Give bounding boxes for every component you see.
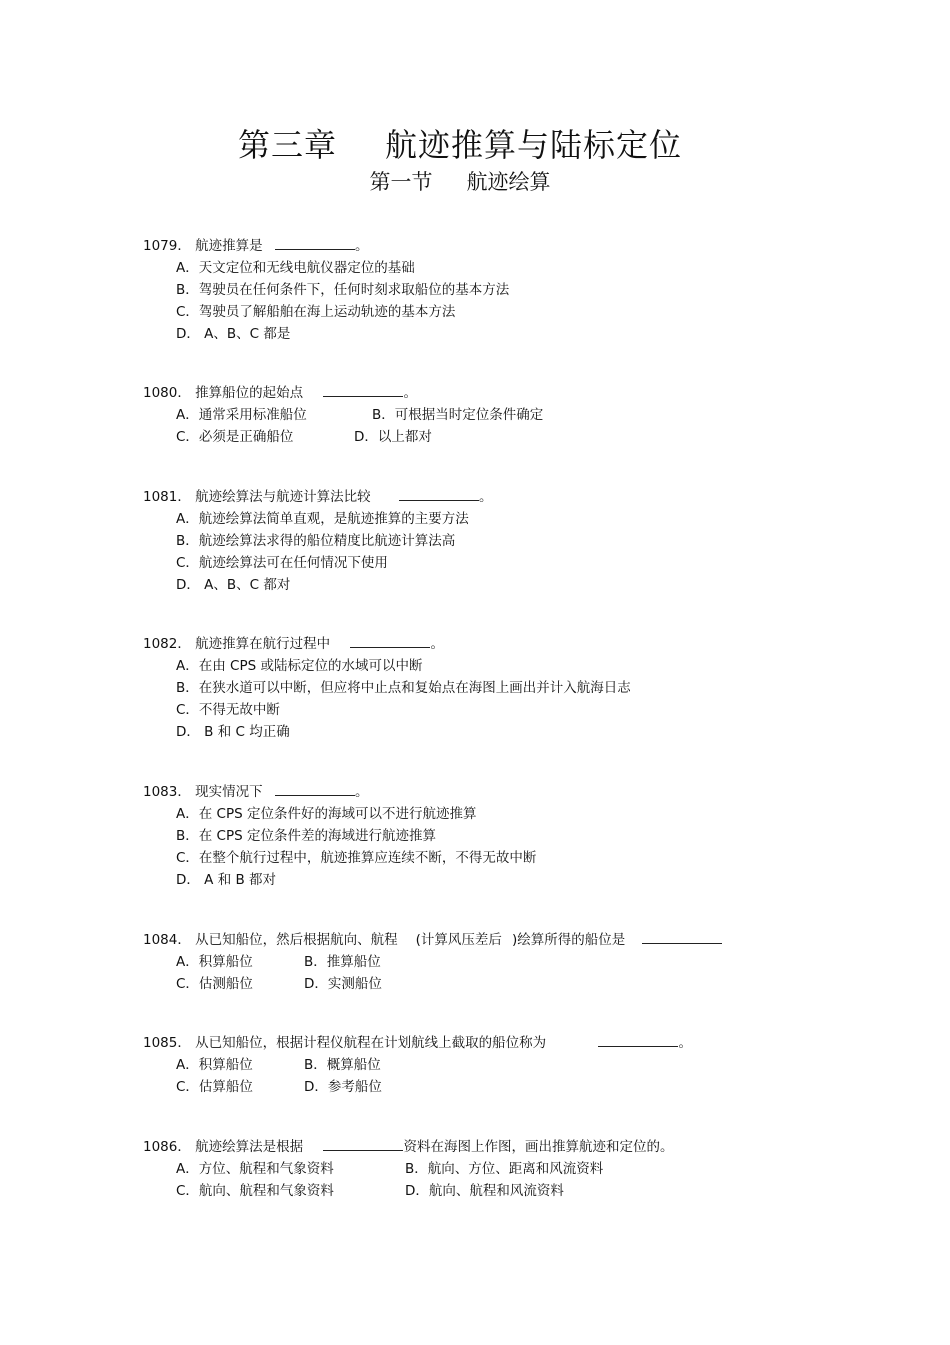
question-number: 1081． bbox=[143, 489, 191, 505]
question-text-part2: (计算风压差后 bbox=[415, 932, 502, 948]
option-a: A．航迹绘算法简单直观，是航迹推算的主要方法 bbox=[176, 511, 469, 527]
chapter-heading bbox=[0, 120, 920, 166]
answer-blank bbox=[642, 930, 722, 944]
question-number: 1084． bbox=[143, 932, 191, 948]
chapter-title: 航迹推算与陆标定位 bbox=[385, 126, 683, 164]
option-a: A．积算船位 bbox=[176, 954, 253, 970]
option-c: C．在整个航行过程中，航迹推算应连续不断，不得无故中断 bbox=[176, 850, 537, 866]
option-b: B．航向、方位、距离和风流资料 bbox=[405, 1161, 604, 1177]
option-c: C．驾驶员了解船舶在海上运动轨迹的基本方法 bbox=[176, 304, 456, 320]
question-suffix: 。 bbox=[478, 489, 493, 505]
question-stem bbox=[143, 486, 492, 508]
option-row bbox=[143, 973, 722, 995]
question-suffix: 。 bbox=[403, 385, 417, 401]
question-stem bbox=[143, 781, 536, 803]
question-number: 1086． bbox=[143, 1139, 191, 1155]
question-number: 1085． bbox=[143, 1035, 191, 1051]
option-a: A．积算船位 bbox=[176, 1057, 253, 1073]
question-suffix: 资料在海图上作图，画出推算航迹和定位的。 bbox=[403, 1139, 674, 1155]
question-stem bbox=[143, 633, 631, 655]
question-text: 现实情况下 bbox=[195, 784, 263, 800]
question-text: 航迹绘算法是根据 bbox=[195, 1139, 304, 1155]
option-row bbox=[143, 1054, 692, 1076]
question-1079 bbox=[143, 235, 509, 345]
question-1085 bbox=[143, 1032, 692, 1098]
option-d: D． A、B、C 都对 bbox=[176, 577, 291, 593]
option-c: C．不得无故中断 bbox=[176, 702, 280, 718]
question-stem bbox=[143, 1032, 692, 1054]
option-a: A．天文定位和无线电航仪器定位的基础 bbox=[176, 260, 415, 276]
question-suffix: 。 bbox=[354, 238, 369, 254]
question-1081 bbox=[143, 486, 492, 596]
question-1084 bbox=[143, 929, 722, 995]
option-d: D．航向、航程和风流资料 bbox=[405, 1183, 564, 1199]
answer-blank bbox=[275, 236, 355, 250]
question-1086 bbox=[143, 1136, 673, 1202]
section-heading bbox=[0, 166, 920, 196]
question-number: 1082． bbox=[143, 636, 191, 652]
option-row bbox=[143, 1158, 673, 1180]
option-d: D．实测船位 bbox=[304, 976, 382, 992]
question-text: 推算船位的起始点 bbox=[195, 385, 304, 401]
option-d: D． A、B、C 都是 bbox=[176, 326, 291, 342]
option-c: C．航迹绘算法可在任何情况下使用 bbox=[176, 555, 388, 571]
question-1082 bbox=[143, 633, 631, 743]
option-d: D．以上都对 bbox=[354, 429, 432, 445]
option-c: C．估算船位 bbox=[176, 1079, 253, 1095]
answer-blank bbox=[350, 634, 430, 648]
question-text: 从已知船位，然后根据航向、航程 bbox=[195, 932, 398, 948]
question-suffix: 。 bbox=[430, 636, 444, 652]
question-number: 1079． bbox=[143, 238, 191, 254]
answer-blank bbox=[275, 782, 355, 796]
option-b: B．推算船位 bbox=[304, 954, 381, 970]
option-row bbox=[143, 404, 543, 426]
answer-blank bbox=[323, 383, 403, 397]
option-d: D． A 和 B 都对 bbox=[176, 872, 277, 888]
question-text: 航迹推算在航行过程中 bbox=[195, 636, 331, 652]
question-text: 航迹推算是 bbox=[195, 238, 263, 254]
question-text: 航迹绘算法与航迹计算法比较 bbox=[195, 489, 371, 505]
option-d: D．参考船位 bbox=[304, 1079, 382, 1095]
question-stem bbox=[143, 235, 509, 257]
option-row bbox=[143, 1076, 692, 1098]
option-row bbox=[143, 1180, 673, 1202]
option-a: A．通常采用标准船位 bbox=[176, 407, 307, 423]
question-stem bbox=[143, 929, 722, 951]
option-a: A．方位、航程和气象资料 bbox=[176, 1161, 334, 1177]
question-stem bbox=[143, 1136, 673, 1158]
option-b: B．概算船位 bbox=[304, 1057, 381, 1073]
chapter-label: 第三章 bbox=[237, 126, 337, 164]
question-suffix: 。 bbox=[678, 1035, 692, 1051]
section-label: 第一节 bbox=[369, 170, 433, 194]
option-d: D． B 和 C 均正确 bbox=[176, 724, 290, 740]
answer-blank bbox=[399, 487, 479, 501]
option-c: C．航向、航程和气象资料 bbox=[176, 1183, 334, 1199]
answer-blank bbox=[323, 1137, 403, 1151]
option-b: B．可根据当时定位条件确定 bbox=[372, 407, 544, 423]
question-stem bbox=[143, 382, 543, 404]
question-number: 1083． bbox=[143, 784, 191, 800]
question-1080 bbox=[143, 382, 543, 448]
option-b: B．驾驶员在任何条件下，任何时刻求取船位的基本方法 bbox=[176, 282, 510, 298]
section-title: 航迹绘算 bbox=[466, 170, 551, 194]
option-a: A．在由 CPS 或陆标定位的水域可以中断 bbox=[176, 658, 423, 674]
answer-blank bbox=[598, 1033, 678, 1047]
option-b: B．在 CPS 定位条件差的海域进行航迹推算 bbox=[176, 828, 436, 844]
question-text-part3: )绘算所得的船位是 bbox=[511, 932, 626, 948]
option-row bbox=[143, 426, 543, 448]
option-a: A．在 CPS 定位条件好的海域可以不进行航迹推算 bbox=[176, 806, 477, 822]
option-c: C．必须是正确船位 bbox=[176, 429, 294, 445]
option-c: C．估测船位 bbox=[176, 976, 253, 992]
question-number: 1080． bbox=[143, 385, 191, 401]
option-b: B．在狭水道可以中断，但应将中止点和复始点在海图上画出并计入航海日志 bbox=[176, 680, 631, 696]
option-row bbox=[143, 951, 722, 973]
question-1083 bbox=[143, 781, 536, 891]
option-b: B．航迹绘算法求得的船位精度比航迹计算法高 bbox=[176, 533, 456, 549]
question-suffix: 。 bbox=[354, 784, 369, 800]
question-text: 从已知船位，根据计程仪航程在计划航线上截取的船位称为 bbox=[195, 1035, 547, 1051]
